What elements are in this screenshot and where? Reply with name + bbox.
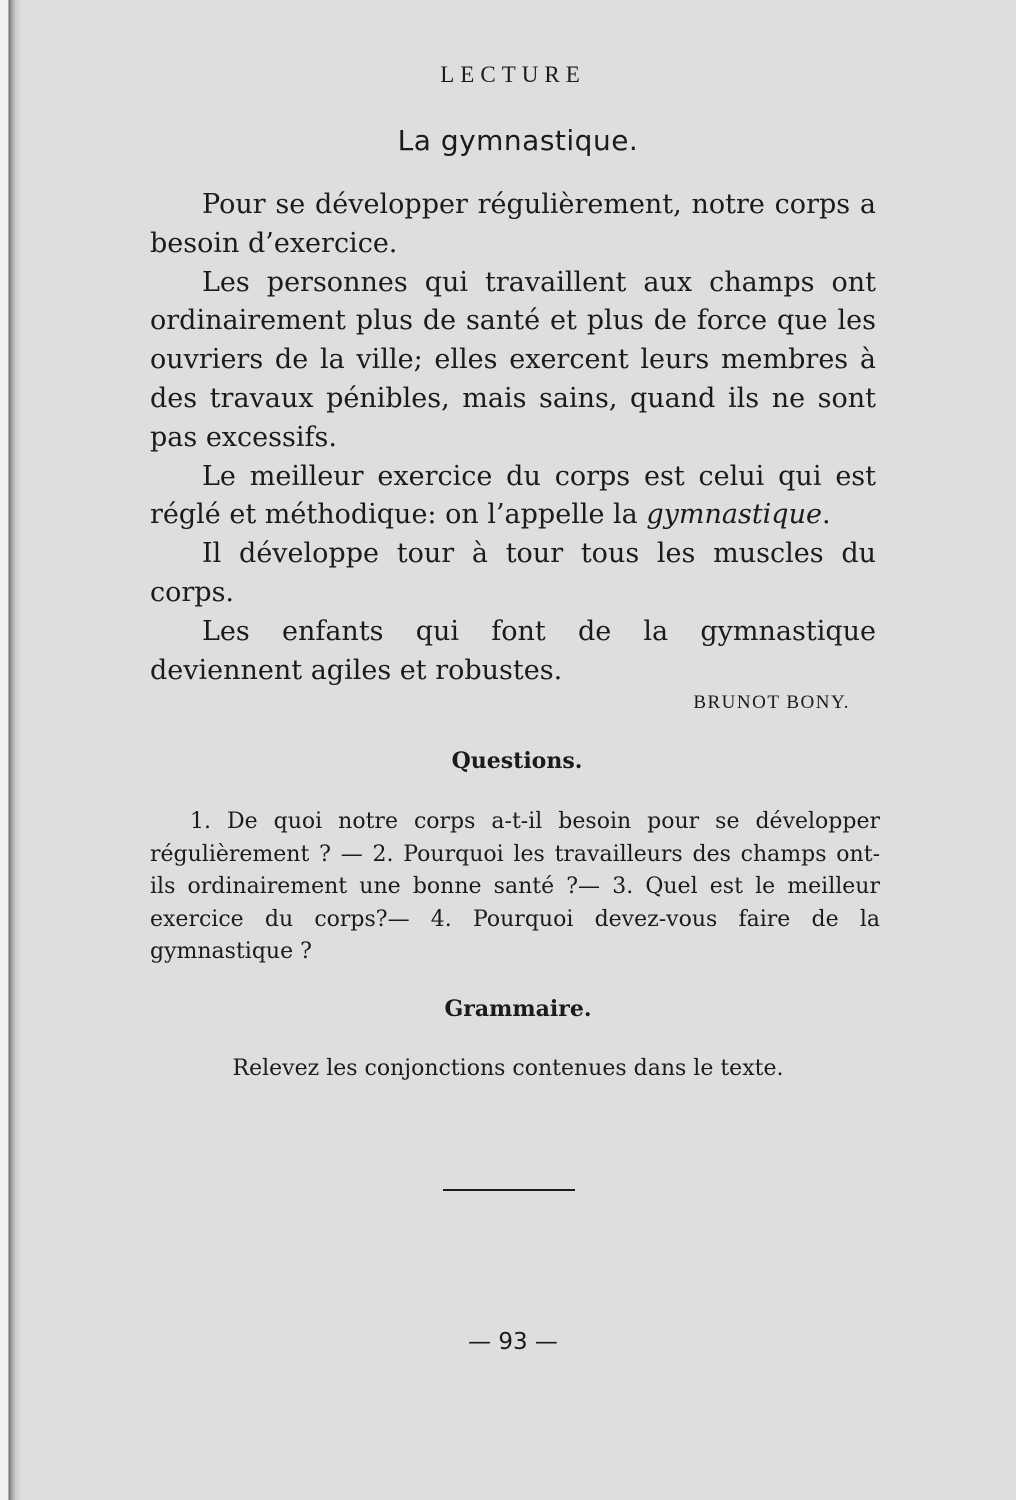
- questions-block: [150, 806, 880, 969]
- grammar-heading: Grammaire.: [444, 996, 592, 1022]
- reading-paragraph: Pour se développer régulièrement, notre corps a besoin d’exercice.: [150, 189, 876, 259]
- reading-paragraph: [150, 458, 876, 536]
- reading-text-span: Le meilleur exercice du corps est celui qui est réglé et méthodique: on l’appelle la: [150, 460, 876, 531]
- reading-text: [150, 186, 876, 690]
- section-label: LECTURE: [440, 62, 586, 87]
- reading-text-span: .: [821, 499, 831, 531]
- reading-paragraph: Les enfants qui font de la gymnastique deviennent agiles et robustes.: [150, 615, 876, 686]
- author-signature: BRUNOT BONY.: [693, 692, 850, 713]
- reading-paragraph: Il développe tour à tour tous les muscles du corps.: [150, 538, 876, 608]
- emphasized-term: gymnastique: [646, 499, 822, 531]
- section-divider: [443, 1189, 575, 1191]
- grammar-exercise: Relevez les conjonctions contenues dans le texte.: [232, 1056, 784, 1081]
- questions-paragraph: 1. De quoi notre corps a-t-il besoin pour se développer régulièrement ? — 2. Pourquoi les travailleurs des champs ont-ils ordinairement une bonne santé ?— 3. Quel est le meilleur exercice du corps?— 4. Pourquoi devez-vous faire de la gymnastique ?: [150, 809, 880, 964]
- page-title: La gymnastique.: [397, 124, 639, 157]
- reading-paragraph: Les personnes qui travaillent aux champs ont ordinairement plus de santé et plus de force que les ouvriers de la ville; elles exercent leurs membres à des travaux pénibles, mais sains, quand ils ne sont pas excessifs.: [150, 266, 876, 453]
- page-number: — 93 —: [468, 1329, 558, 1355]
- questions-heading: Questions.: [451, 748, 583, 774]
